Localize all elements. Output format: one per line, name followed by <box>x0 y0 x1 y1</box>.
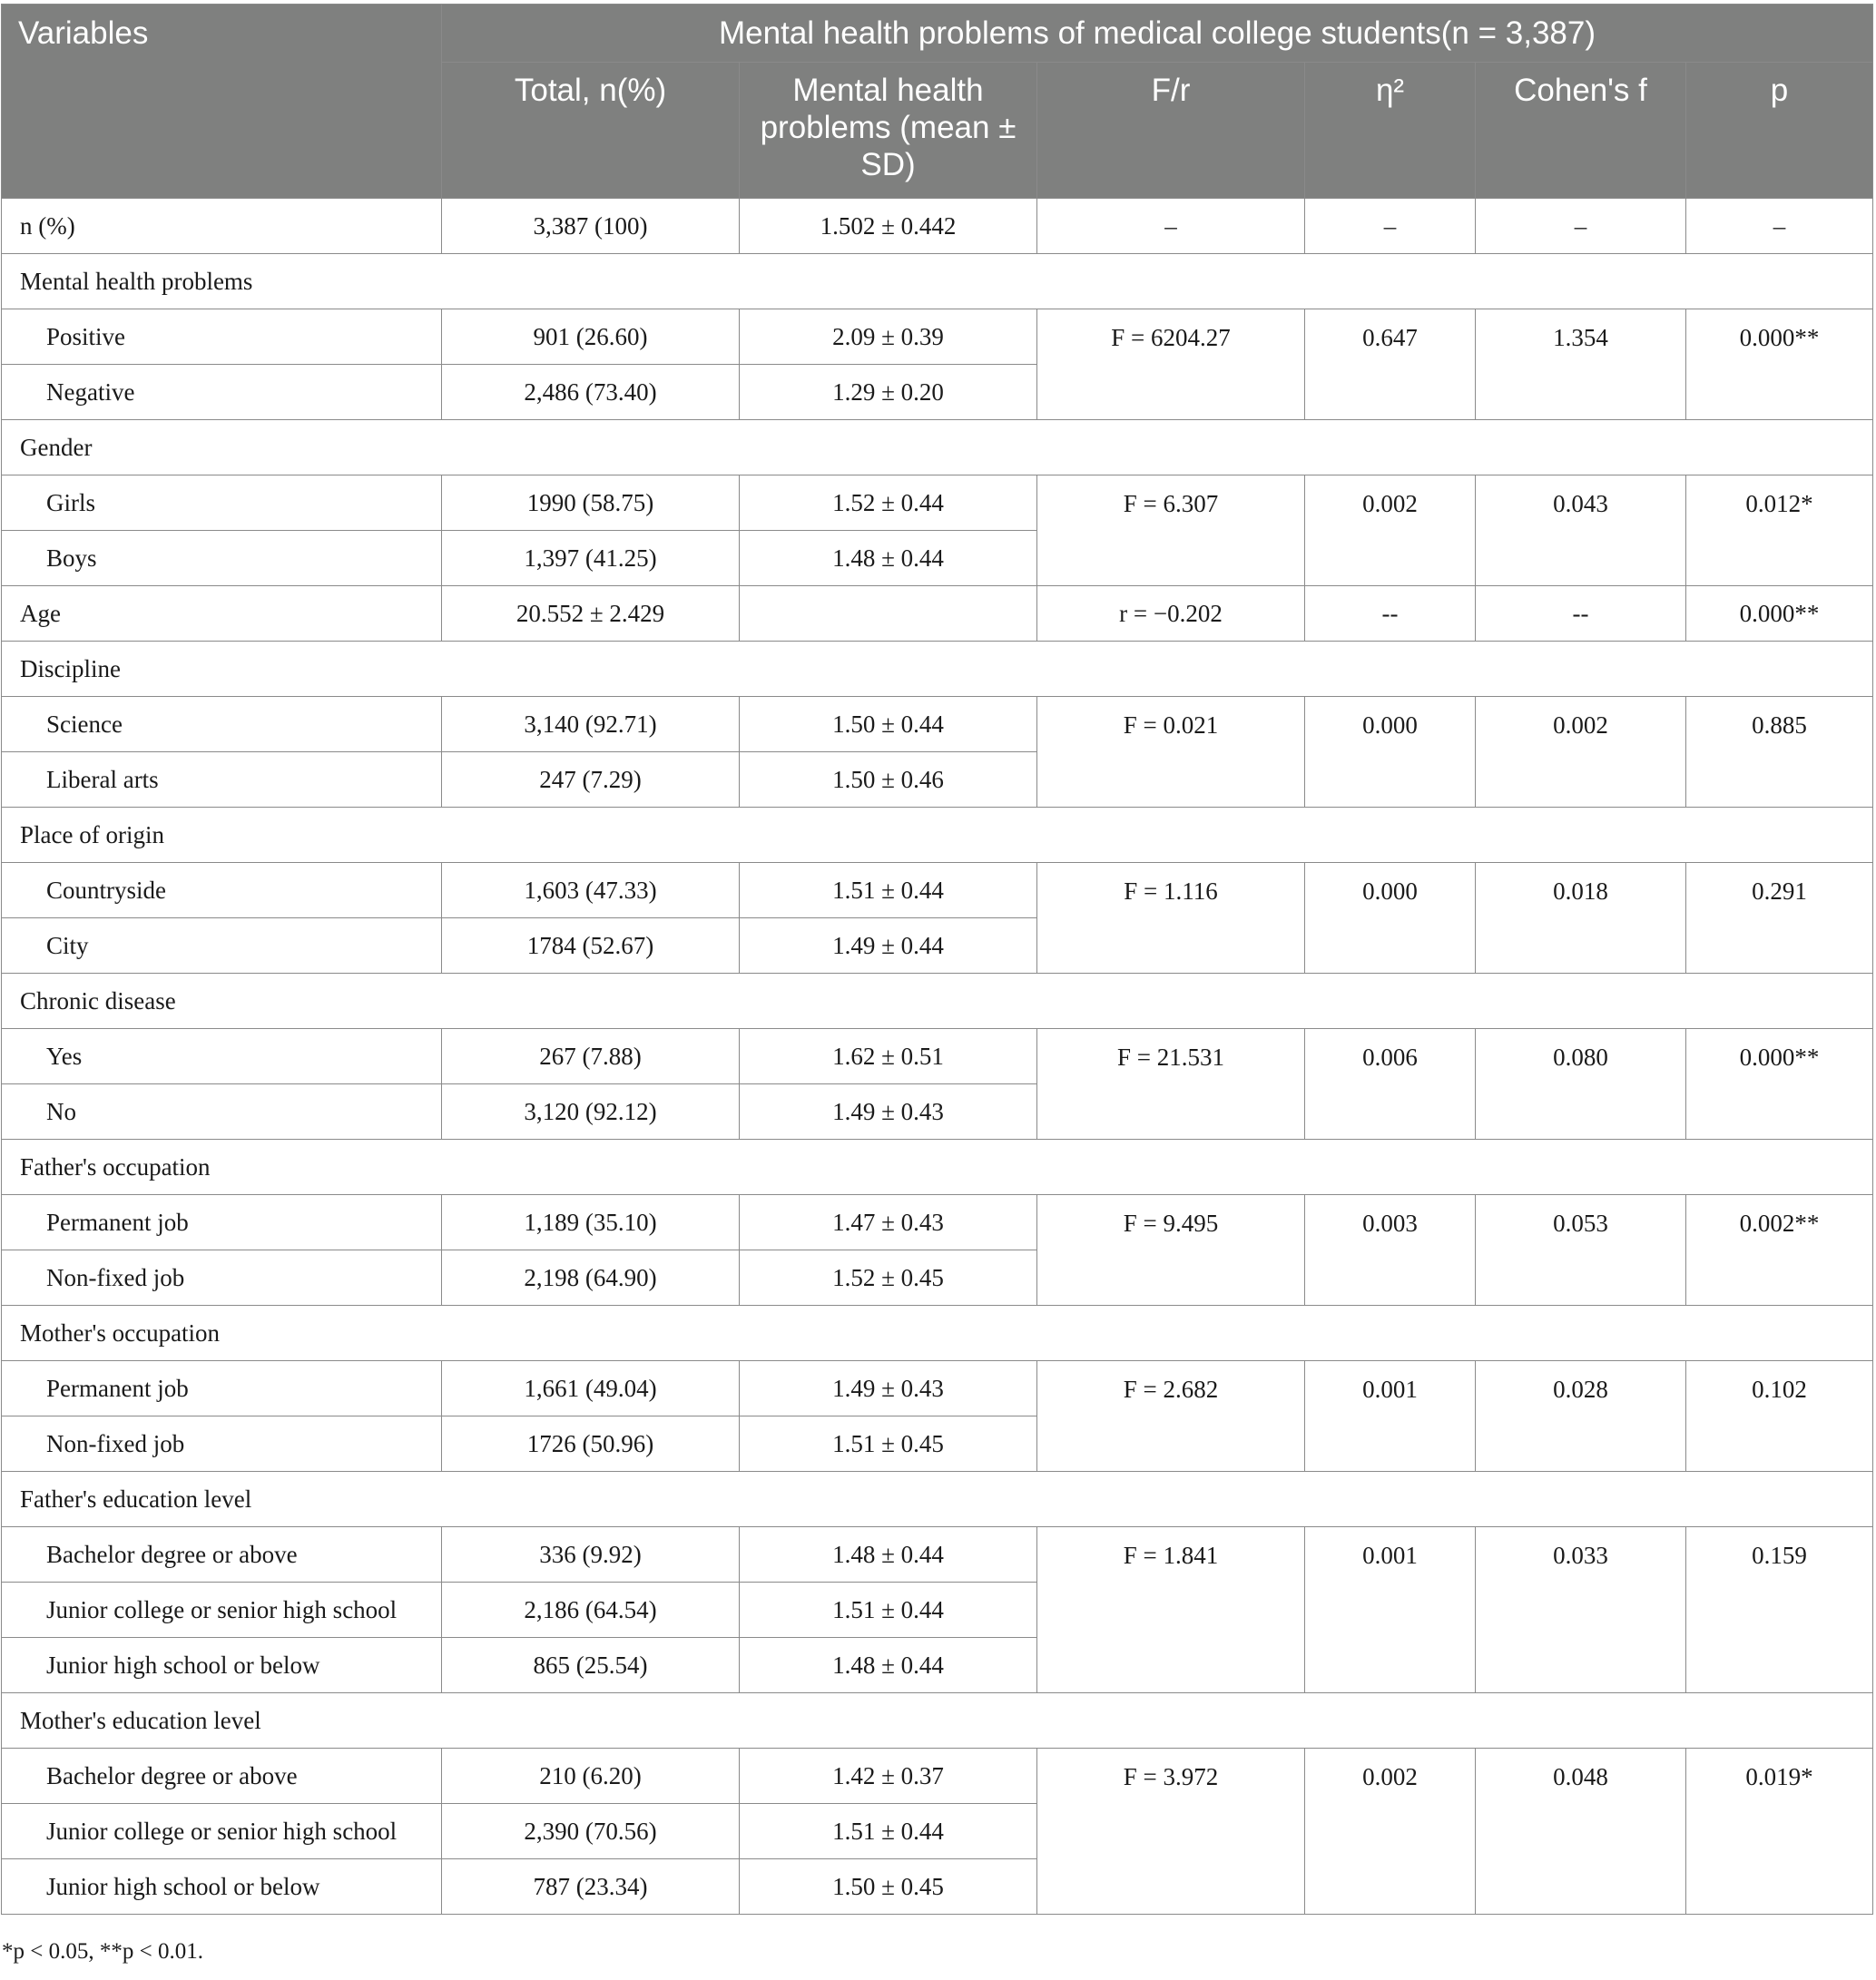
table-row <box>2 1195 1873 1250</box>
mean-cell: 1.52 ± 0.44 <box>740 475 1037 531</box>
row-label: Bachelor degree or above <box>2 1527 442 1583</box>
total-cell: 2,486 (73.40) <box>442 365 740 420</box>
mean-cell: 1.49 ± 0.43 <box>740 1361 1037 1416</box>
mean-cell: 1.29 ± 0.20 <box>740 365 1037 420</box>
total-cell: 1,603 (47.33) <box>442 863 740 918</box>
table-span-title: Mental health problems of medical college students(n = 3,387) <box>442 5 1873 63</box>
total-cell: 20.552 ± 2.429 <box>442 586 740 642</box>
mean-cell: 1.42 ± 0.37 <box>740 1749 1037 1804</box>
cohen-cell: -- <box>1476 586 1686 642</box>
table-row <box>2 1029 1873 1084</box>
eta-cell: 0.647 <box>1305 309 1476 420</box>
table-footnote: *p < 0.05, **p < 0.01. <box>2 1939 203 1964</box>
p-cell: 0.159 <box>1686 1527 1873 1693</box>
table-body <box>2 199 1873 1915</box>
row-label: Non-fixed job <box>2 1416 442 1472</box>
eta-cell: 0.001 <box>1305 1361 1476 1472</box>
mean-cell: 1.49 ± 0.43 <box>740 1084 1037 1140</box>
mean-cell: 1.62 ± 0.51 <box>740 1029 1037 1084</box>
cohen-cell: 0.033 <box>1476 1527 1686 1693</box>
mean-cell: 1.50 ± 0.46 <box>740 752 1037 808</box>
row-label: Junior high school or below <box>2 1638 442 1693</box>
p-cell: – <box>1686 199 1873 254</box>
row-label: City <box>2 918 442 974</box>
stat-cell: F = 21.531 <box>1037 1029 1305 1140</box>
p-cell: 0.102 <box>1686 1361 1873 1472</box>
section-label: Mental health problems <box>2 254 1873 309</box>
cohen-cell: 1.354 <box>1476 309 1686 420</box>
table-row <box>2 309 1873 365</box>
row-label: Permanent job <box>2 1195 442 1250</box>
mean-cell: 1.48 ± 0.44 <box>740 531 1037 586</box>
table-row <box>2 1527 1873 1583</box>
mean-cell: 1.49 ± 0.44 <box>740 918 1037 974</box>
cohen-cell: 0.080 <box>1476 1029 1686 1140</box>
cohen-cell: 0.028 <box>1476 1361 1686 1472</box>
mean-cell: 1.48 ± 0.44 <box>740 1638 1037 1693</box>
stat-cell: F = 1.841 <box>1037 1527 1305 1693</box>
eta-cell: 0.000 <box>1305 697 1476 808</box>
mean-cell: 1.51 ± 0.45 <box>740 1416 1037 1472</box>
section-row <box>2 254 1873 309</box>
row-label: Girls <box>2 475 442 531</box>
eta-cell: – <box>1305 199 1476 254</box>
section-label: Father's occupation <box>2 1140 1873 1195</box>
stat-cell: F = 1.116 <box>1037 863 1305 974</box>
total-cell: 1726 (50.96) <box>442 1416 740 1472</box>
total-cell: 2,198 (64.90) <box>442 1250 740 1306</box>
mean-cell: 1.50 ± 0.44 <box>740 697 1037 752</box>
section-row <box>2 1306 1873 1361</box>
total-cell: 865 (25.54) <box>442 1638 740 1693</box>
total-cell: 3,387 (100) <box>442 199 740 254</box>
row-label: Bachelor degree or above <box>2 1749 442 1804</box>
col-mean-header: Mental health problems (mean ± SD) <box>740 63 1037 199</box>
section-row <box>2 1472 1873 1527</box>
p-cell: 0.002** <box>1686 1195 1873 1306</box>
section-label: Gender <box>2 420 1873 475</box>
stat-cell: – <box>1037 199 1305 254</box>
p-cell: 0.019* <box>1686 1749 1873 1915</box>
section-label: Chronic disease <box>2 974 1873 1029</box>
row-label: Liberal arts <box>2 752 442 808</box>
mean-cell: 1.51 ± 0.44 <box>740 1804 1037 1859</box>
p-cell: 0.000** <box>1686 586 1873 642</box>
cohen-cell: – <box>1476 199 1686 254</box>
total-cell: 1,189 (35.10) <box>442 1195 740 1250</box>
col-cohen-header: Cohen's f <box>1476 63 1686 199</box>
total-cell: 267 (7.88) <box>442 1029 740 1084</box>
stat-cell: r = −0.202 <box>1037 586 1305 642</box>
row-label: Positive <box>2 309 442 365</box>
total-cell: 1,397 (41.25) <box>442 531 740 586</box>
total-cell: 3,120 (92.12) <box>442 1084 740 1140</box>
eta-cell: 0.003 <box>1305 1195 1476 1306</box>
section-label: Mother's occupation <box>2 1306 1873 1361</box>
p-cell: 0.291 <box>1686 863 1873 974</box>
mean-cell: 1.48 ± 0.44 <box>740 1527 1037 1583</box>
cohen-cell: 0.018 <box>1476 863 1686 974</box>
row-label: Junior high school or below <box>2 1859 442 1915</box>
table-row <box>2 475 1873 531</box>
mean-cell: 1.47 ± 0.43 <box>740 1195 1037 1250</box>
total-cell: 1784 (52.67) <box>442 918 740 974</box>
eta-cell: -- <box>1305 586 1476 642</box>
row-label: Age <box>2 586 442 642</box>
total-cell: 210 (6.20) <box>442 1749 740 1804</box>
cohen-cell: 0.053 <box>1476 1195 1686 1306</box>
row-label: Science <box>2 697 442 752</box>
total-cell: 787 (23.34) <box>442 1859 740 1915</box>
stat-cell: F = 0.021 <box>1037 697 1305 808</box>
col-p-header: p <box>1686 63 1873 199</box>
total-cell: 3,140 (92.71) <box>442 697 740 752</box>
row-label: Permanent job <box>2 1361 442 1416</box>
stat-cell: F = 9.495 <box>1037 1195 1305 1306</box>
section-row <box>2 1140 1873 1195</box>
total-cell: 1990 (58.75) <box>442 475 740 531</box>
table-row <box>2 863 1873 918</box>
p-cell: 0.000** <box>1686 1029 1873 1140</box>
total-cell: 247 (7.29) <box>442 752 740 808</box>
total-cell: 336 (9.92) <box>442 1527 740 1583</box>
stat-cell: F = 6204.27 <box>1037 309 1305 420</box>
col-stat-header: F/r <box>1037 63 1305 199</box>
eta-cell: 0.002 <box>1305 475 1476 586</box>
eta-cell: 0.002 <box>1305 1749 1476 1915</box>
row-label: Junior college or senior high school <box>2 1583 442 1638</box>
section-label: Mother's education level <box>2 1693 1873 1749</box>
section-label: Discipline <box>2 642 1873 697</box>
p-cell: 0.000** <box>1686 309 1873 420</box>
row-label: Negative <box>2 365 442 420</box>
table-row <box>2 697 1873 752</box>
total-cell: 2,186 (64.54) <box>442 1583 740 1638</box>
row-label: Non-fixed job <box>2 1250 442 1306</box>
p-cell: 0.012* <box>1686 475 1873 586</box>
total-cell: 1,661 (49.04) <box>442 1361 740 1416</box>
row-label: Junior college or senior high school <box>2 1804 442 1859</box>
row-label: Countryside <box>2 863 442 918</box>
mean-cell: 1.52 ± 0.45 <box>740 1250 1037 1306</box>
row-label: No <box>2 1084 442 1140</box>
eta-cell: 0.006 <box>1305 1029 1476 1140</box>
mean-cell: 1.502 ± 0.442 <box>740 199 1037 254</box>
total-cell: 901 (26.60) <box>442 309 740 365</box>
stat-cell: F = 2.682 <box>1037 1361 1305 1472</box>
mean-cell: 2.09 ± 0.39 <box>740 309 1037 365</box>
total-cell: 2,390 (70.56) <box>442 1804 740 1859</box>
table-row <box>2 199 1873 254</box>
row-label: Yes <box>2 1029 442 1084</box>
mean-cell: 1.51 ± 0.44 <box>740 863 1037 918</box>
stat-cell: F = 3.972 <box>1037 1749 1305 1915</box>
cohen-cell: 0.002 <box>1476 697 1686 808</box>
row-label: Boys <box>2 531 442 586</box>
p-cell: 0.885 <box>1686 697 1873 808</box>
mean-cell: 1.51 ± 0.44 <box>740 1583 1037 1638</box>
cohen-cell: 0.048 <box>1476 1749 1686 1915</box>
mean-cell <box>740 586 1037 642</box>
table-row <box>2 586 1873 642</box>
eta-cell: 0.000 <box>1305 863 1476 974</box>
section-label: Father's education level <box>2 1472 1873 1527</box>
section-row <box>2 642 1873 697</box>
stat-cell: F = 6.307 <box>1037 475 1305 586</box>
section-row <box>2 1693 1873 1749</box>
cohen-cell: 0.043 <box>1476 475 1686 586</box>
table-row <box>2 1749 1873 1804</box>
table-row <box>2 1361 1873 1416</box>
section-row <box>2 974 1873 1029</box>
col-eta-header: η² <box>1305 63 1476 199</box>
section-row <box>2 808 1873 863</box>
mean-cell: 1.50 ± 0.45 <box>740 1859 1037 1915</box>
col-total-header: Total, n(%) <box>442 63 740 199</box>
variables-header: Variables <box>2 5 442 199</box>
section-label: Place of origin <box>2 808 1873 863</box>
eta-cell: 0.001 <box>1305 1527 1476 1693</box>
section-row <box>2 420 1873 475</box>
results-table <box>1 4 1873 1915</box>
row-label: n (%) <box>2 199 442 254</box>
